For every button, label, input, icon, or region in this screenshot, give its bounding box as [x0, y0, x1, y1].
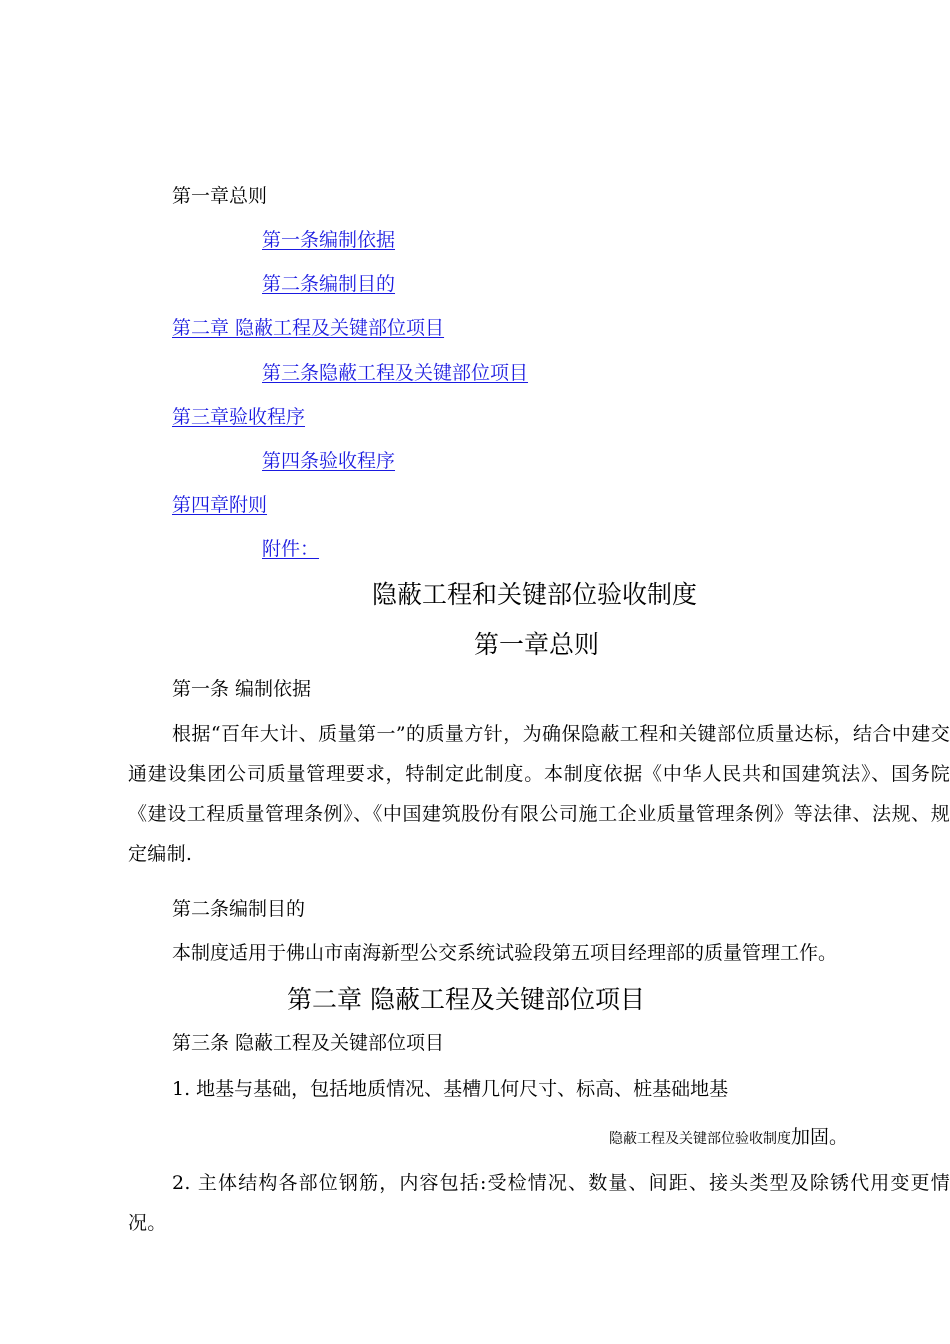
article-1-paragraph: 根据“百年大计、质量第一”的质量方针，为确保隐蔽工程和关键部位质量达标，结合中建交通建设集团公司质量管理要求，特制定此制度。本制度依据《中华人民共和国建筑法》、国务院《建设工程质量管理条例》、《中国建筑股份有限公司施工企业质量管理条例》等法律、法规、规定编制. [128, 723, 950, 865]
article-2-heading: 第二条编制目的 [172, 898, 306, 920]
toc-link-article-4[interactable]: 第四条验收程序 [262, 450, 396, 472]
toc-chapter-1: 第一章总则 [172, 185, 268, 207]
chapter-1-heading: 第一章总则 [474, 630, 600, 659]
item-1-text: 1. 地基与基础，包括地质情况、基槽几何尺寸、标高、桩基础地基 [172, 1078, 729, 1100]
item-2-paragraph: 2. 主体结构各部位钢筋，内容包括:受检情况、数量、间距、接头类型及除锈代用变更情况。 [128, 1172, 950, 1234]
article-1-heading: 第一条 编制依据 [172, 678, 312, 700]
article-2-paragraph: 本制度适用于佛山市南海新型公交系统试验段第五项目经理部的质量管理工作。 [172, 942, 838, 964]
page-break-line [609, 1125, 848, 1151]
toc-link-attachment[interactable]: 附件： [262, 538, 320, 560]
toc-link-article-2[interactable]: 第二条编制目的 [262, 273, 396, 295]
toc-link-chapter-4[interactable]: 第四章附则 [172, 494, 268, 516]
toc-link-article-3[interactable]: 第三条隐蔽工程及关键部位项目 [262, 362, 529, 384]
article-3-heading: 第三条 隐蔽工程及关键部位项目 [172, 1032, 445, 1054]
chapter-2-heading: 第二章 隐蔽工程及关键部位项目 [287, 985, 645, 1014]
toc-link-chapter-2[interactable]: 第二章 隐蔽工程及关键部位项目 [172, 317, 445, 339]
toc-link-chapter-3[interactable]: 第三章验收程序 [172, 406, 306, 428]
running-header: 隐蔽工程及关键部位验收制度 [609, 1131, 791, 1147]
document-title: 隐蔽工程和关键部位验收制度 [372, 580, 698, 609]
toc-link-article-1[interactable]: 第一条编制依据 [262, 229, 396, 251]
item-1-continuation: 加固。 [791, 1126, 849, 1148]
